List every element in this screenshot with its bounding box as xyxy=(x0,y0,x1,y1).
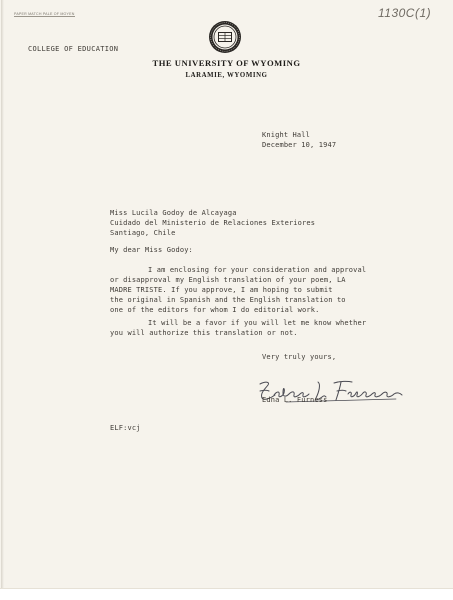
salutation: My dear Miss Godoy: xyxy=(110,246,193,254)
university-name: THE UNIVERSITY OF WYOMING xyxy=(152,58,301,68)
paragraph-line: the original in Spanish and the English translation to xyxy=(110,296,346,304)
paragraph-line: I am enclosing for your consideration and approval xyxy=(148,266,367,274)
scan-bottom-margin xyxy=(0,588,453,600)
body-paragraph-1 xyxy=(110,265,366,315)
date-block xyxy=(262,130,336,150)
addressee-line: Miss Lucila Godoy de Alcayaga xyxy=(110,209,237,217)
paragraph-line: or disapproval my English translation of your poem, LA xyxy=(110,276,346,284)
paragraph-line: you will authorize this translation or not. xyxy=(110,329,298,337)
location-line: Knight Hall xyxy=(262,131,311,139)
paragraph-line: It will be a favor if you will let me know whether xyxy=(148,319,367,327)
college-name: COLLEGE OF EDUCATION xyxy=(28,45,119,53)
paper-watermark-text: PAPER MATCH PALE OF MOYEN xyxy=(14,12,75,16)
signer-name: Edna L. Furness xyxy=(262,396,328,404)
body-paragraph-2 xyxy=(110,318,366,338)
date-line: December 10, 1947 xyxy=(262,141,337,149)
university-city: LARAMIE, WYOMING xyxy=(185,72,268,79)
paragraph-line: MADRE TRISTE. If you approve, I am hoping to submit xyxy=(110,286,333,294)
typist-initials: ELF:vcj xyxy=(110,424,141,432)
addressee-line: Cuidado del Ministerio de Relaciones Exteriores xyxy=(110,219,316,227)
addressee-block xyxy=(110,208,315,238)
university-seal-icon xyxy=(208,20,242,54)
page-edge-shadow xyxy=(1,0,4,600)
paragraph-line: one of the editors for whom I do editorial work. xyxy=(110,306,320,314)
addressee-line: Santiago, Chile xyxy=(110,229,176,237)
handwritten-reference-number: 1130C(1) xyxy=(378,6,432,20)
closing: Very truly yours, xyxy=(262,353,337,361)
